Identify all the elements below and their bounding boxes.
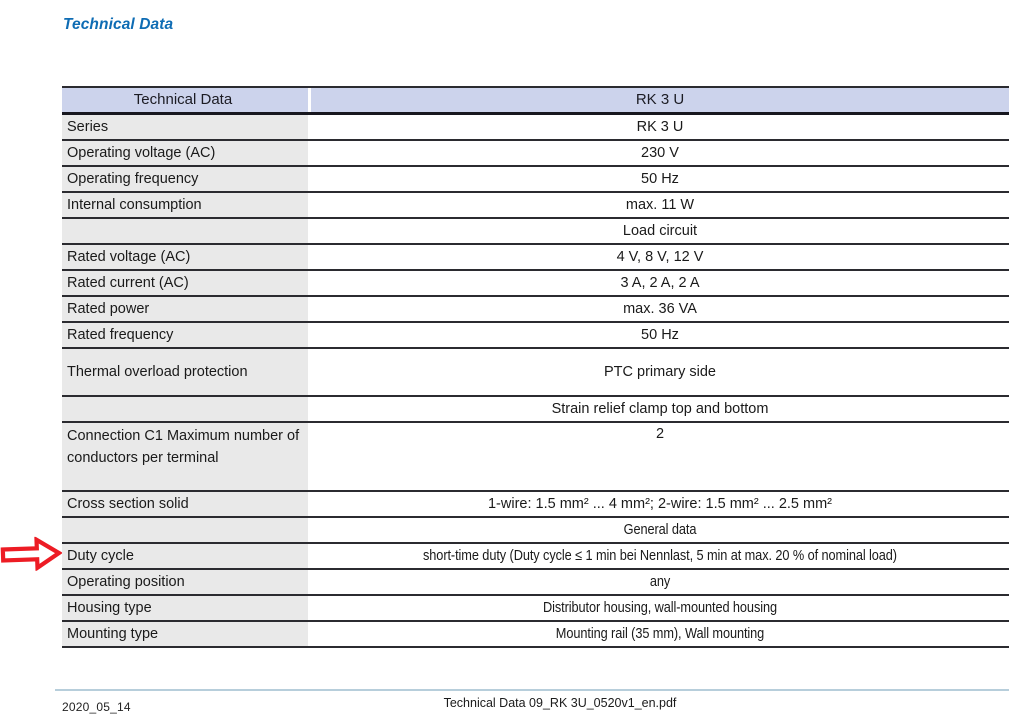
row-value: Distributor housing, wall-mounted housing (543, 599, 777, 616)
table-row (62, 492, 1009, 518)
table-row (62, 423, 1009, 492)
table-row (62, 570, 1009, 596)
table-row (62, 271, 1009, 297)
table-row (62, 596, 1009, 622)
row-value: 2 (655, 426, 665, 442)
row-label: Rated power (62, 297, 308, 321)
table-row (62, 141, 1009, 167)
row-value: RK 3 U (636, 118, 684, 135)
table-row (62, 349, 1009, 397)
row-value: Mounting rail (35 mm), Wall mounting (555, 625, 765, 642)
section-title: Strain relief clamp top and bottom (551, 400, 769, 417)
footer-divider (55, 689, 1009, 691)
row-value: short-time duty (Duty cycle ≤ 1 min bei Nennlast, 5 min at max. 20 % of nominal load) (423, 547, 897, 564)
row-label: Rated frequency (62, 323, 308, 347)
row-label: Operating position (62, 570, 308, 594)
technical-data-table (62, 86, 1009, 648)
row-value: 3 A, 2 A, 2 A (620, 274, 700, 291)
row-label: Operating voltage (AC) (62, 141, 308, 165)
row-value: max. 11 W (625, 196, 695, 213)
row-label: Mounting type (62, 622, 308, 646)
header-col-parameter: Technical Data (62, 88, 308, 112)
row-value: any (649, 573, 671, 590)
row-value: 50 Hz (641, 170, 679, 187)
table-row (62, 323, 1009, 349)
row-value: 1-wire: 1.5 mm² ... 4 mm²; 2-wire: 1.5 mm² ... 2.5 mm² (487, 495, 832, 512)
row-label: Cross section solid (62, 492, 308, 516)
table-row-duty-cycle (62, 544, 1009, 570)
table-row (62, 115, 1009, 141)
table-row (62, 167, 1009, 193)
row-value: 50 Hz (641, 326, 679, 343)
row-label: Series (62, 115, 308, 139)
row-label: Internal consumption (62, 193, 308, 217)
table-row (62, 297, 1009, 323)
table-row (62, 245, 1009, 271)
row-value: 4 V, 8 V, 12 V (616, 248, 704, 265)
footer-filename: Technical Data 09_RK 3U_0520v1_en.pdf (443, 696, 677, 710)
page-title: Technical Data (63, 16, 174, 33)
row-label (62, 518, 308, 542)
red-arrow-icon (0, 536, 63, 572)
row-label: Duty cycle (62, 544, 308, 568)
row-value: 230 V (641, 144, 679, 161)
row-label (62, 397, 308, 421)
table-row (62, 193, 1009, 219)
header-col-model: RK 3 U (311, 88, 1009, 112)
row-label: Operating frequency (62, 167, 308, 191)
row-value: PTC primary side (604, 363, 716, 380)
row-label: Housing type (62, 596, 308, 620)
row-value: max. 36 VA (623, 300, 697, 317)
table-row (62, 622, 1009, 648)
table-section-row (62, 518, 1009, 544)
row-label: Connection C1 Maximum number of conductors per terminal (62, 423, 308, 490)
table-section-row (62, 397, 1009, 423)
row-label: Rated current (AC) (62, 271, 308, 295)
row-label: Thermal overload protection (62, 349, 308, 395)
footer-date: 2020_05_14 (62, 700, 131, 714)
section-title: General data (623, 521, 697, 538)
table-section-row (62, 219, 1009, 245)
section-title: Load circuit (622, 222, 698, 239)
table-header-row (62, 88, 1009, 115)
row-label: Rated voltage (AC) (62, 245, 308, 269)
row-label (62, 219, 308, 243)
